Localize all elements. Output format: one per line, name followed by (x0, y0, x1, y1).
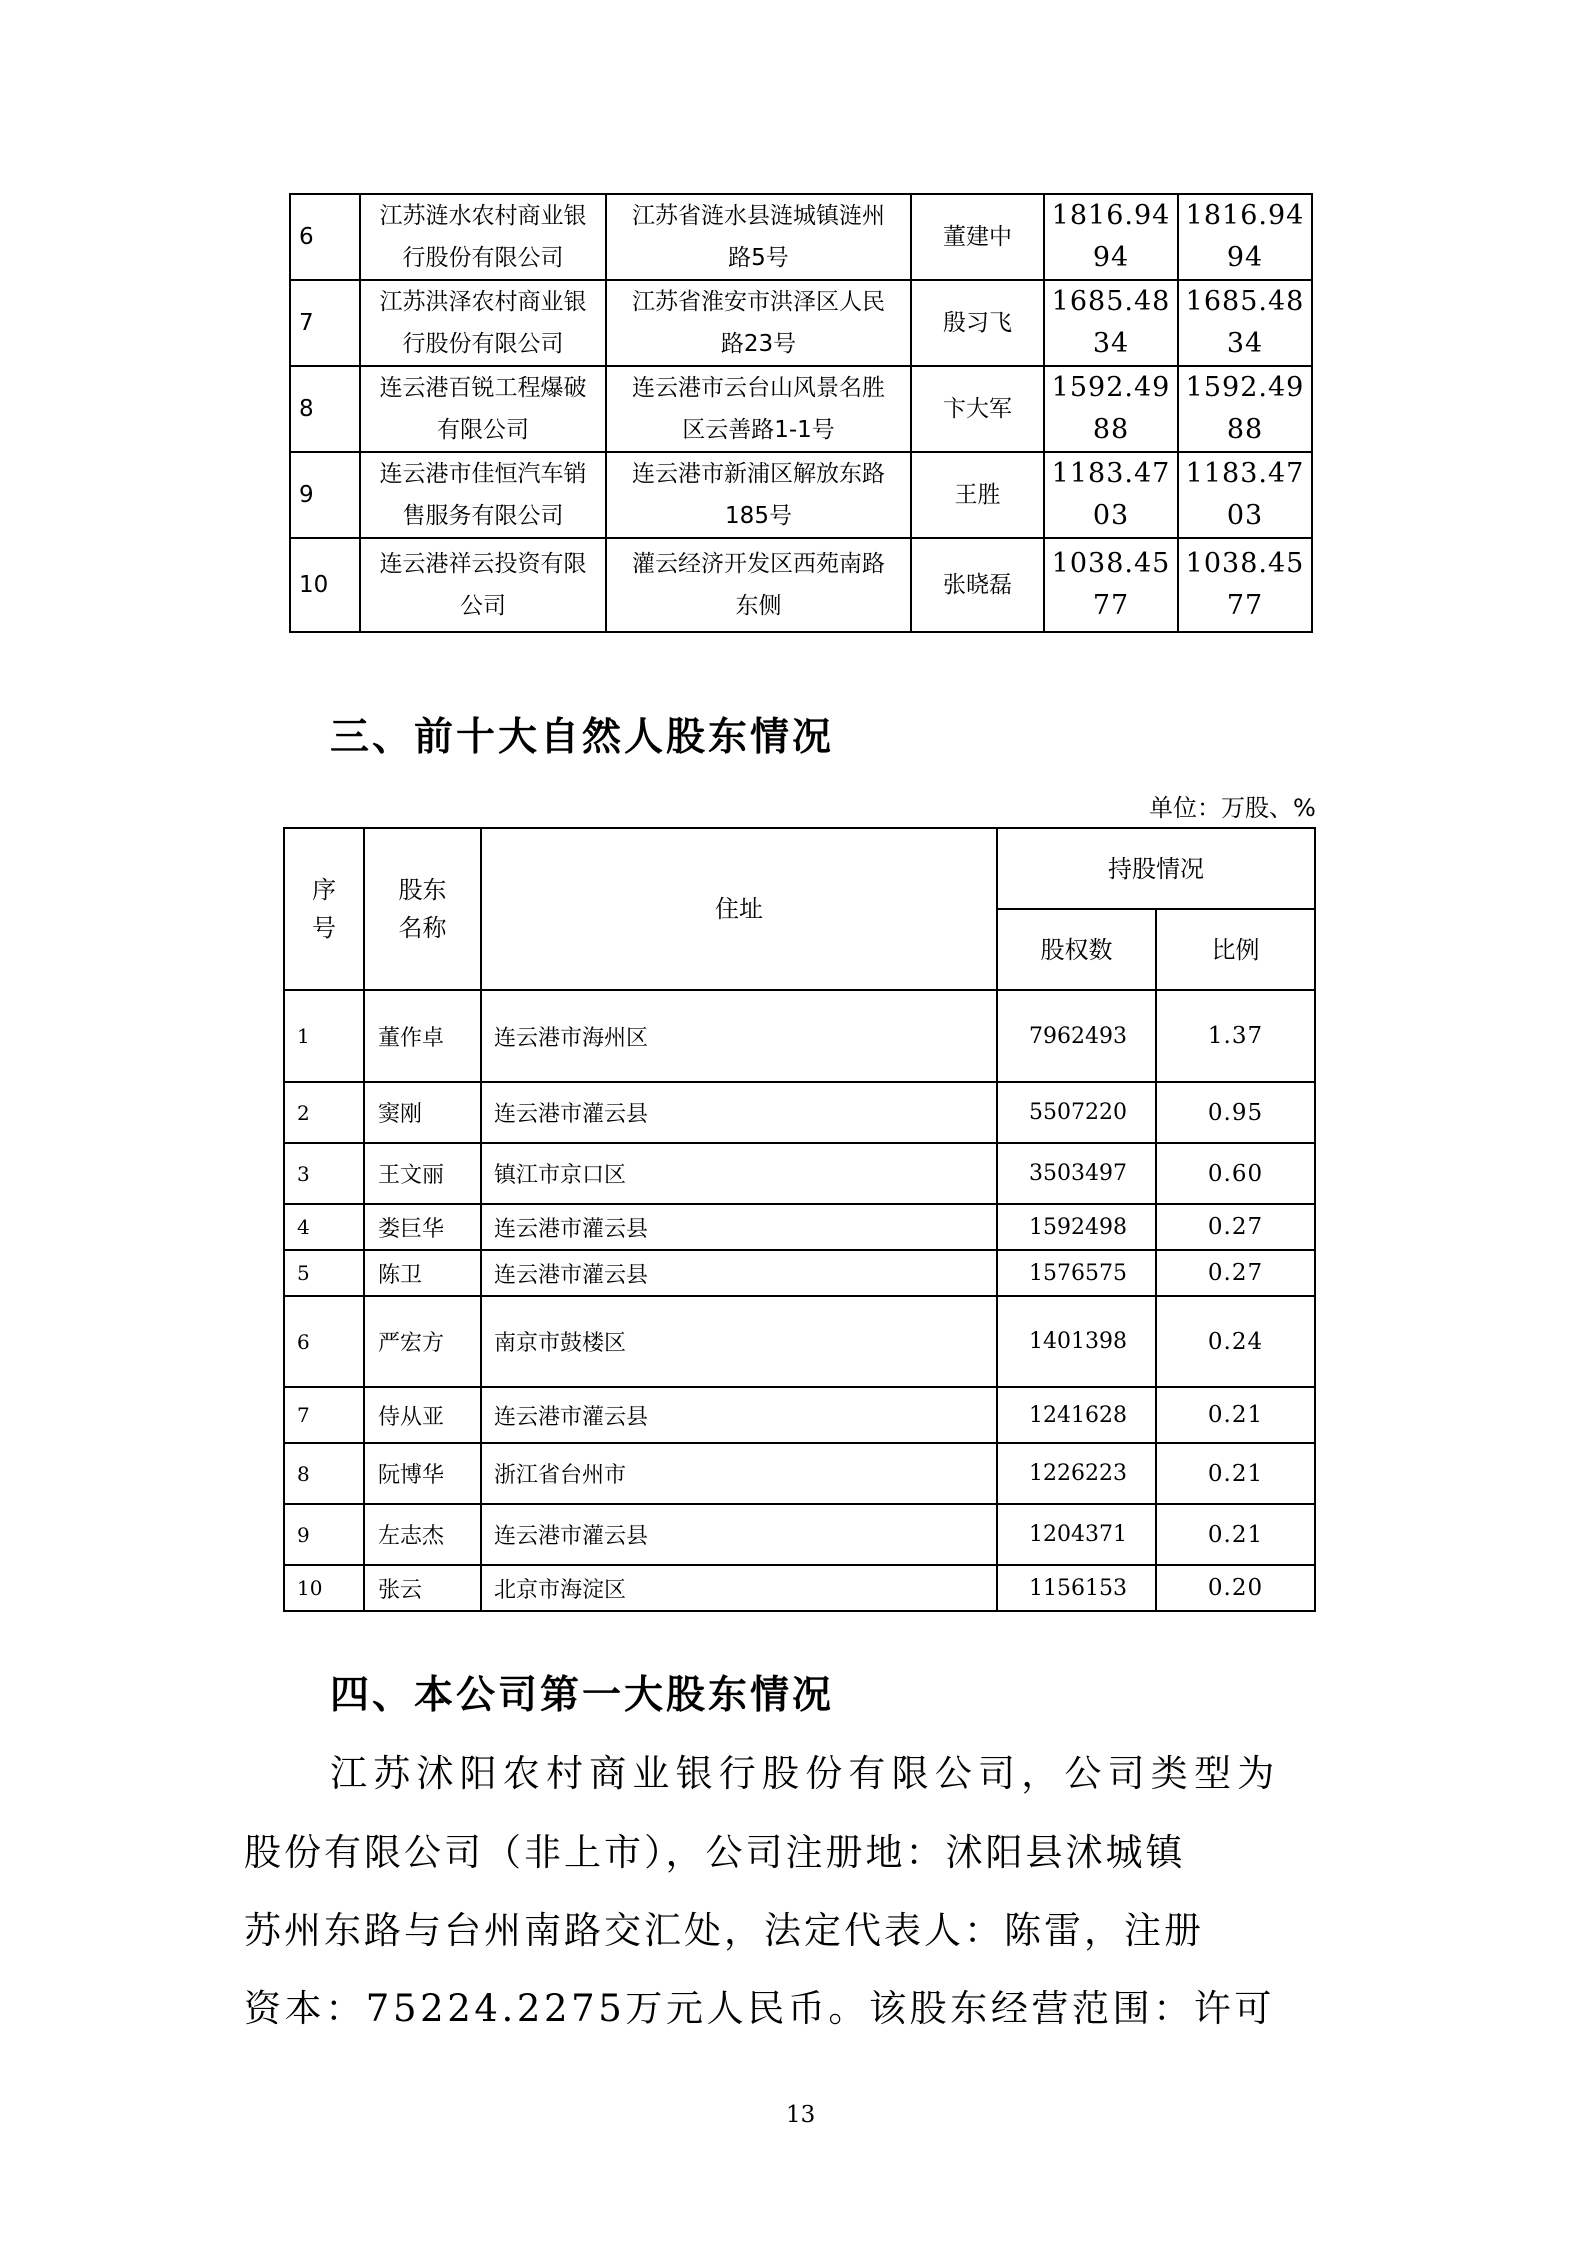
table-header-row (284, 828, 1315, 909)
header-address: 住址 (481, 828, 997, 990)
share-count: 1592.49 88 (1044, 366, 1178, 452)
share-ratio: 0.27 (1156, 1250, 1315, 1296)
share-count: 1204371 (997, 1504, 1156, 1565)
shareholder-address: 镇江市京口区 (481, 1143, 997, 1204)
row-number: 9 (290, 452, 360, 538)
shareholder-address: 连云港市灌云县 (481, 1504, 997, 1565)
share-count: 1038.45 77 (1044, 538, 1178, 632)
legal-representative: 董建中 (911, 194, 1044, 280)
table-row (284, 1504, 1315, 1565)
share-count: 1156153 (997, 1565, 1156, 1611)
share-ratio: 0.21 (1156, 1504, 1315, 1565)
paragraph-line: 股份有限公司（非上市），公司注册地：沭阳县沭城镇 (244, 1831, 1186, 1874)
table-row (284, 1082, 1315, 1143)
legal-representative: 殷习飞 (911, 280, 1044, 366)
paragraph-line: 苏州东路与台州南路交汇处，法定代表人：陈雷，注册 (244, 1909, 1204, 1952)
share-count: 1038.45 77 (1178, 538, 1312, 632)
share-ratio: 0.60 (1156, 1143, 1315, 1204)
table-row (284, 990, 1315, 1082)
individual-shareholders-table (283, 827, 1316, 1612)
table-row (290, 194, 1312, 280)
company-address: 连云港市新浦区解放东路 185号 (606, 452, 911, 538)
shareholder-name: 娄巨华 (364, 1204, 481, 1250)
header-name: 股东 名称 (364, 828, 481, 990)
shareholder-name: 陈卫 (364, 1250, 481, 1296)
share-ratio: 0.27 (1156, 1204, 1315, 1250)
table-row (284, 1565, 1315, 1611)
row-number: 2 (284, 1082, 364, 1143)
share-count: 1816.94 94 (1044, 194, 1178, 280)
row-number: 4 (284, 1204, 364, 1250)
page-number: 13 (786, 2102, 816, 2128)
company-name: 连云港祥云投资有限 公司 (360, 538, 606, 632)
share-count: 1241628 (997, 1387, 1156, 1443)
share-ratio: 0.95 (1156, 1082, 1315, 1143)
share-ratio: 0.20 (1156, 1565, 1315, 1611)
shareholder-name: 张云 (364, 1565, 481, 1611)
shareholder-name: 董作卓 (364, 990, 481, 1082)
share-count: 1183.47 03 (1044, 452, 1178, 538)
company-address: 江苏省淮安市洪泽区人民 路23号 (606, 280, 911, 366)
shareholder-address: 连云港市灌云县 (481, 1204, 997, 1250)
share-count: 1685.48 34 (1178, 280, 1312, 366)
unit-label: 单位：万股、% (1149, 794, 1316, 822)
table-row (284, 1250, 1315, 1296)
header-shares: 股权数 (997, 909, 1156, 990)
company-address: 江苏省涟水县涟城镇涟州 路5号 (606, 194, 911, 280)
paragraph-line: 江苏沭阳农村商业银行股份有限公司，公司类型为 (330, 1752, 1281, 1795)
share-count: 1183.47 03 (1178, 452, 1312, 538)
row-number: 10 (290, 538, 360, 632)
share-count: 1685.48 34 (1044, 280, 1178, 366)
row-number: 9 (284, 1504, 364, 1565)
share-ratio: 0.24 (1156, 1296, 1315, 1387)
section-heading: 四、本公司第一大股东情况 (330, 1672, 835, 1718)
row-number: 7 (290, 280, 360, 366)
header-number: 序 号 (284, 828, 364, 990)
share-count: 1816.94 94 (1178, 194, 1312, 280)
table-row (284, 1387, 1315, 1443)
shareholder-name: 王文丽 (364, 1143, 481, 1204)
company-name: 连云港市佳恒汽车销 售服务有限公司 (360, 452, 606, 538)
table-row (290, 538, 1312, 632)
shareholder-address: 连云港市海州区 (481, 990, 997, 1082)
row-number: 8 (284, 1443, 364, 1504)
shareholder-name: 阮博华 (364, 1443, 481, 1504)
paragraph-line: 资本：75224.2275万元人民币。该股东经营范围：许可 (244, 1987, 1276, 2030)
company-address: 灌云经济开发区西苑南路 东侧 (606, 538, 911, 632)
company-name: 江苏涟水农村商业银 行股份有限公司 (360, 194, 606, 280)
share-count: 1576575 (997, 1250, 1156, 1296)
row-number: 6 (284, 1296, 364, 1387)
legal-representative: 王胜 (911, 452, 1044, 538)
legal-representative: 张晓磊 (911, 538, 1044, 632)
company-name: 连云港百锐工程爆破 有限公司 (360, 366, 606, 452)
section-heading: 三、前十大自然人股东情况 (330, 714, 835, 760)
share-ratio: 0.21 (1156, 1387, 1315, 1443)
table-row (284, 1204, 1315, 1250)
shareholder-name: 侍从亚 (364, 1387, 481, 1443)
table-row (290, 280, 1312, 366)
row-number: 6 (290, 194, 360, 280)
table-row (284, 1443, 1315, 1504)
table-row (290, 452, 1312, 538)
row-number: 1 (284, 990, 364, 1082)
table-row (284, 1143, 1315, 1204)
share-count: 5507220 (997, 1082, 1156, 1143)
share-ratio: 0.21 (1156, 1443, 1315, 1504)
shareholder-name: 窦刚 (364, 1082, 481, 1143)
share-ratio: 1.37 (1156, 990, 1315, 1082)
share-count: 1401398 (997, 1296, 1156, 1387)
share-count: 3503497 (997, 1143, 1156, 1204)
row-number: 7 (284, 1387, 364, 1443)
header-ratio: 比例 (1156, 909, 1315, 990)
header-holding: 持股情况 (997, 828, 1315, 909)
row-number: 5 (284, 1250, 364, 1296)
shareholder-address: 南京市鼓楼区 (481, 1296, 997, 1387)
shareholder-address: 连云港市灌云县 (481, 1387, 997, 1443)
shareholder-address: 连云港市灌云县 (481, 1082, 997, 1143)
row-number: 8 (290, 366, 360, 452)
share-count: 7962493 (997, 990, 1156, 1082)
shareholder-name: 严宏方 (364, 1296, 481, 1387)
share-count: 1226223 (997, 1443, 1156, 1504)
shareholder-name: 左志杰 (364, 1504, 481, 1565)
legal-representative: 卞大军 (911, 366, 1044, 452)
company-address: 连云港市云台山风景名胜 区云善路1-1号 (606, 366, 911, 452)
table-row (284, 1296, 1315, 1387)
share-count: 1592.49 88 (1178, 366, 1312, 452)
corporate-shareholders-table (289, 193, 1313, 633)
table-row (290, 366, 1312, 452)
share-count: 1592498 (997, 1204, 1156, 1250)
shareholder-address: 浙江省台州市 (481, 1443, 997, 1504)
company-name: 江苏洪泽农村商业银 行股份有限公司 (360, 280, 606, 366)
shareholder-address: 连云港市灌云县 (481, 1250, 997, 1296)
shareholder-address: 北京市海淀区 (481, 1565, 997, 1611)
row-number: 10 (284, 1565, 364, 1611)
row-number: 3 (284, 1143, 364, 1204)
